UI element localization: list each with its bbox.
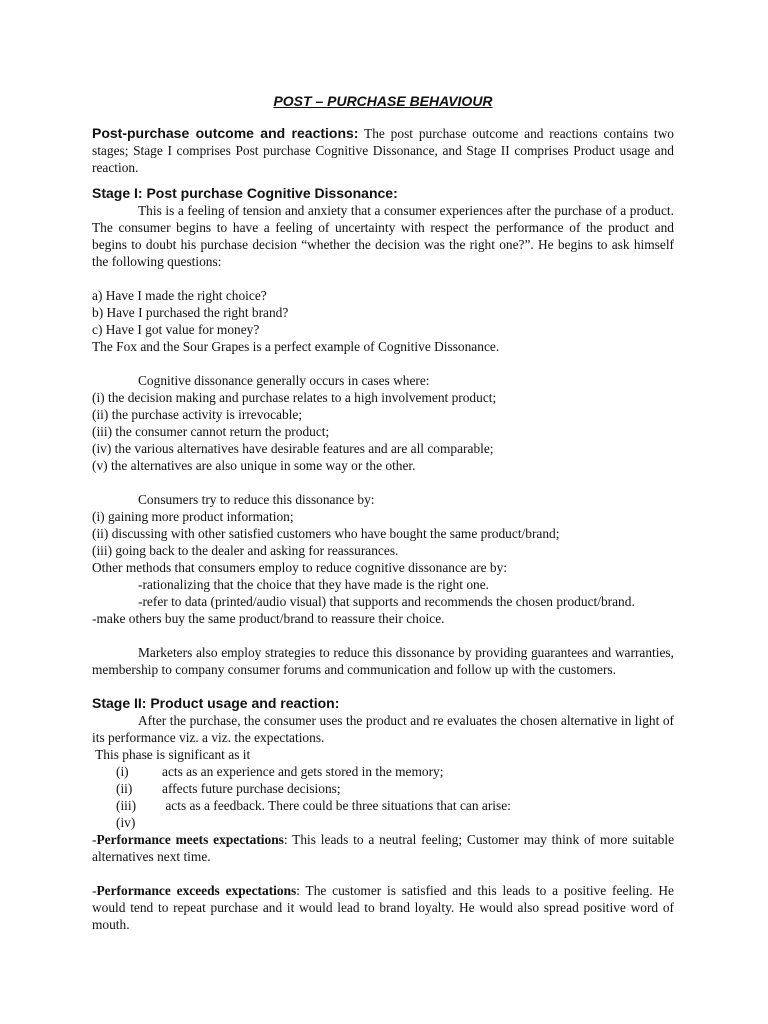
- stage1-paragraph: This is a feeling of tension and anxiety that a consumer experiences after the purchase of a product. The consumer begins to have a feeling of uncertainty with respect the performance of the product and begins to doubt his purchase decision “whether the decision was the right one?”. He begins to ask himself the following questions:: [92, 203, 674, 269]
- example-text: The Fox and the Sour Grapes is a perfect example of Cognitive Dissonance.: [92, 339, 500, 354]
- other-methods-text: Other methods that consumers employ to reduce cognitive dissonance are by:: [92, 560, 507, 575]
- case-item: (ii) the purchase activity is irrevocable;: [92, 407, 303, 422]
- stage1-heading: Stage I: Post purchase Cognitive Dissonance:: [92, 185, 398, 201]
- question-item: c) Have I got value for money?: [92, 322, 260, 337]
- list-item: [92, 780, 674, 797]
- method-item: -refer to data (printed/audio visual) that supports and recommends the chosen product/brand.: [138, 594, 635, 609]
- reduce-intro: Consumers try to reduce this dissonance by:: [138, 492, 375, 507]
- method-item: -make others buy the same product/brand to reassure their choice.: [92, 611, 445, 626]
- method-item: -rationalizing that the choice that they have made is the right one.: [138, 577, 490, 592]
- list-number: (iii): [116, 798, 137, 813]
- document-page: [92, 93, 674, 933]
- case-item: (v) the alternatives are also unique in some way or the other.: [92, 458, 416, 473]
- exceeds-heading: Performance exceeds expectations: [96, 883, 297, 898]
- intro-heading: Post-purchase outcome and reactions:: [92, 125, 359, 141]
- case-item: (i) the decision making and purchase relates to a high involvement product;: [92, 390, 497, 405]
- intro-paragraph: [92, 125, 674, 176]
- meets-paragraph: -Performance meets expectations: This leads to a neutral feeling; Customer may think of more suitable alternatives next time.: [92, 832, 675, 864]
- numbered-list: [92, 763, 674, 831]
- question-item: a) Have I made the right choice?: [92, 288, 267, 303]
- list-text: acts as an experience and gets stored in the memory;: [162, 764, 444, 779]
- list-item: [92, 797, 674, 814]
- list-number: (ii): [116, 781, 133, 796]
- intro-text: The post purchase outcome and reactions contains two stages; Stage I comprises Post purchase Cognitive Dissonance, and Stage II comprises Product usage and reaction.: [92, 126, 674, 175]
- meets-text: : This leads to a neutral feeling; Customer may think of more suitable alternatives next time.: [92, 832, 675, 864]
- document-title: POST – PURCHASE BEHAVIOUR: [273, 93, 493, 109]
- list-item: [92, 814, 674, 831]
- cases-intro: Cognitive dissonance generally occurs in cases where:: [138, 373, 430, 388]
- list-text: [140, 814, 162, 831]
- list-number: (iv): [116, 815, 136, 830]
- list-number: (i): [116, 764, 129, 779]
- stage2-paragraph: After the purchase, the consumer uses the product and re evaluates the chosen alternative in light of its performance viz. a viz. the expectations.: [92, 713, 674, 745]
- reduce-item: (ii) discussing with other satisfied customers who have bought the same product/brand;: [92, 526, 560, 541]
- significant-text: This phase is significant as it: [92, 747, 251, 762]
- exceeds-paragraph: -Performance exceeds expectations: The customer is satisfied and this leads to a positive feeling. He would tend to repeat purchase and it would lead to brand loyalty. He would also spread positive word of mouth.: [92, 883, 674, 932]
- list-text: affects future purchase decisions;: [162, 781, 341, 796]
- stage2-heading: Stage II: Product usage and reaction:: [92, 695, 340, 711]
- marketers-paragraph: Marketers also employ strategies to reduce this dissonance by providing guarantees and warranties, membership to company consumer forums and communication and follow up with the customers.: [92, 645, 674, 677]
- reduce-item: (iii) going back to the dealer and asking for reassurances.: [92, 543, 399, 558]
- list-text: acts as a feedback. There could be three situations that can arise:: [162, 798, 511, 813]
- exceeds-text: : The customer is satisfied and this leads to a positive feeling. He would tend to repeat purchase and it would lead to brand loyalty. He would also spread positive word of mouth.: [92, 883, 674, 932]
- case-item: (iv) the various alternatives have desirable features and are all comparable;: [92, 441, 494, 456]
- meets-heading: Performance meets expectations: [96, 832, 284, 847]
- list-item: [92, 763, 674, 780]
- case-item: (iii) the consumer cannot return the product;: [92, 424, 330, 439]
- reduce-item: (i) gaining more product information;: [92, 509, 294, 524]
- question-item: b) Have I purchased the right brand?: [92, 305, 289, 320]
